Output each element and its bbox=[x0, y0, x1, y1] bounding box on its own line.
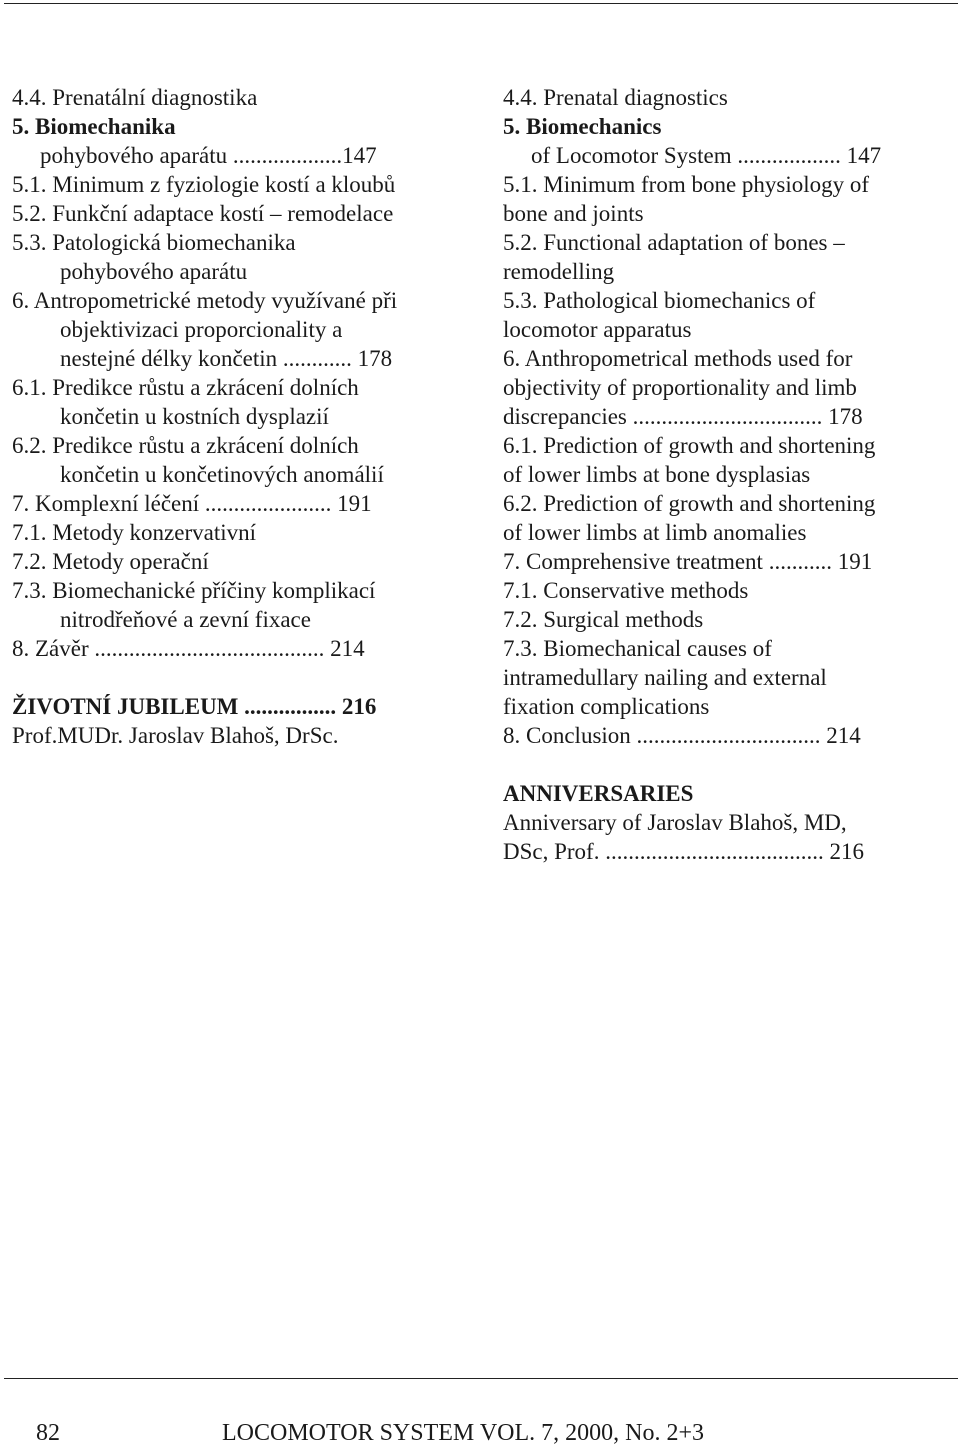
toc-entry: 4.4. Prenatální diagnostika bbox=[12, 85, 258, 110]
toc-column-english bbox=[503, 83, 949, 866]
toc-entry: 6.1. Predikce růstu a zkrácení dolních bbox=[12, 375, 359, 400]
spacer bbox=[503, 750, 949, 779]
toc-entry: nitrodřeňové a zevní fixace bbox=[60, 607, 311, 632]
toc-entry: Prof.MUDr. Jaroslav Blahoš, DrSc. bbox=[12, 723, 339, 748]
toc-entry: intramedullary nailing and external bbox=[503, 665, 827, 690]
toc-entry: DSc, Prof. ...................................... 216 bbox=[503, 839, 864, 864]
toc-entry: pohybového aparátu bbox=[60, 259, 248, 284]
toc-entry: of lower limbs at limb anomalies bbox=[503, 520, 807, 545]
toc-entry: 5.1. Minimum from bone physiology of bbox=[503, 172, 870, 197]
toc-entry: of Locomotor System .................. 147 bbox=[531, 143, 882, 168]
toc-entry: končetin u kostních dysplazií bbox=[60, 404, 329, 429]
toc-entry: remodelling bbox=[503, 259, 615, 284]
toc-entry: 5.2. Functional adaptation of bones – bbox=[503, 230, 845, 255]
toc-entry: 7. Comprehensive treatment ........... 191 bbox=[503, 549, 873, 574]
toc-entry: 5. Biomechanics bbox=[503, 114, 662, 139]
toc-entry: 5. Biomechanika bbox=[12, 114, 176, 139]
toc-entry: 6.2. Prediction of growth and shortening bbox=[503, 491, 876, 516]
toc-entry: 5.3. Patologická biomechanika bbox=[12, 230, 296, 255]
toc-entry: discrepancies ................................. 178 bbox=[503, 404, 863, 429]
page-number: 82 bbox=[36, 1420, 60, 1446]
toc-entry: 7.3. Biomechanical causes of bbox=[503, 636, 772, 661]
toc-entry: 5.3. Pathological biomechanics of bbox=[503, 288, 816, 313]
toc-entry: 6.2. Predikce růstu a zkrácení dolních bbox=[12, 433, 359, 458]
toc-entry: 6.1. Prediction of growth and shortening bbox=[503, 433, 876, 458]
toc-entry: končetin u končetinových anomálií bbox=[60, 462, 384, 487]
toc-entry: nestejné délky končetin ............ 178 bbox=[60, 346, 393, 371]
toc-entry: 7.2. Metody operační bbox=[12, 549, 209, 574]
toc-entry: fixation complications bbox=[503, 694, 710, 719]
toc-entry: 7.1. Metody konzervativní bbox=[12, 520, 257, 545]
toc-entry: 8. Závěr ........................................ 214 bbox=[12, 636, 365, 661]
toc-entry: of lower limbs at bone dysplasias bbox=[503, 462, 811, 487]
toc-entry: 7.3. Biomechanické příčiny komplikací bbox=[12, 578, 376, 603]
toc-entry: objektivizaci proporcionality a bbox=[60, 317, 343, 342]
toc-entry: 5.1. Minimum z fyziologie kostí a kloubů bbox=[12, 172, 396, 197]
toc-entry: 4.4. Prenatal diagnostics bbox=[503, 85, 728, 110]
toc-entry: Anniversary of Jaroslav Blahoš, MD, bbox=[503, 810, 847, 835]
top-rule bbox=[4, 3, 958, 4]
footer-rule bbox=[4, 1378, 958, 1379]
toc-entry: pohybového aparátu ...................147 bbox=[40, 143, 377, 168]
toc-entry: 7.1. Conservative methods bbox=[503, 578, 749, 603]
journal-footer: LOCOMOTOR SYSTEM VOL. 7, 2000, No. 2+3 bbox=[222, 1420, 705, 1446]
toc-entry: objectivity of proportionality and limb bbox=[503, 375, 857, 400]
spacer bbox=[12, 663, 458, 692]
toc-entry: 8. Conclusion ................................ 214 bbox=[503, 723, 861, 748]
toc-entry: 5.2. Funkční adaptace kostí – remodelace bbox=[12, 201, 394, 226]
toc-heading: ANNIVERSARIES bbox=[503, 781, 694, 806]
toc-entry: bone and joints bbox=[503, 201, 644, 226]
toc-column-czech bbox=[12, 83, 458, 750]
toc-entry: 6. Anthropometrical methods used for bbox=[503, 346, 853, 371]
toc-entry: 6. Antropometrické metody využívané při bbox=[12, 288, 398, 313]
toc-heading: ŽIVOTNÍ JUBILEUM ................ 216 bbox=[12, 694, 377, 719]
toc-entry: 7. Komplexní léčení ...................... 191 bbox=[12, 491, 372, 516]
toc-entry: 7.2. Surgical methods bbox=[503, 607, 704, 632]
toc-entry: locomotor apparatus bbox=[503, 317, 692, 342]
